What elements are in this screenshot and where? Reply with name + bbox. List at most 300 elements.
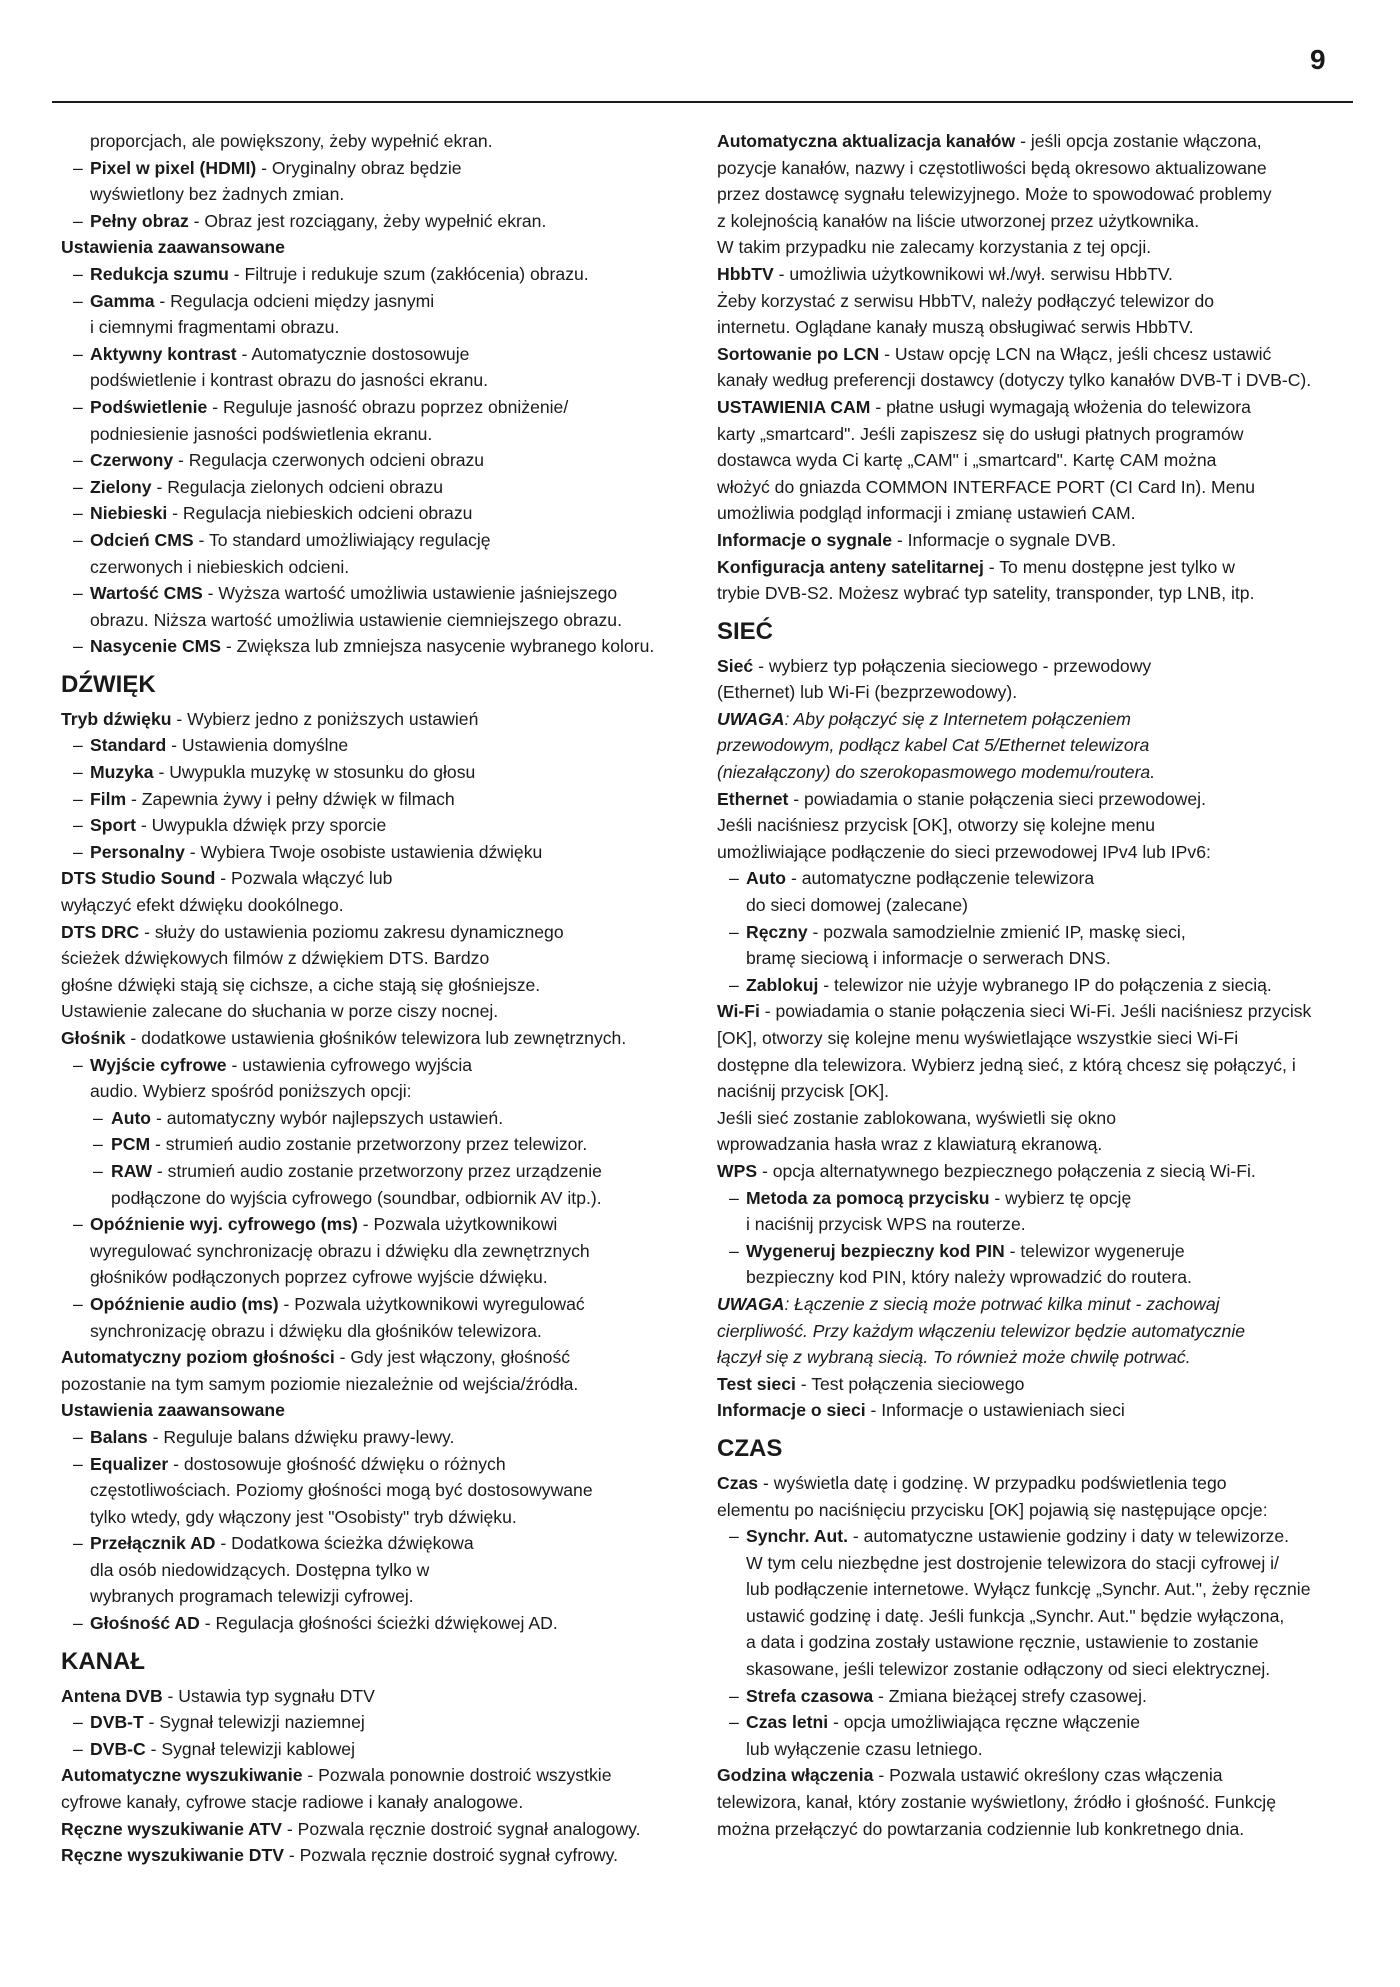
- line-text: karty „smartcard". Jeśli zapiszesz się do usługi płatnych programów: [717, 423, 1244, 444]
- line-text: wyłączyć efekt dźwięku dookólnego.: [61, 895, 344, 916]
- line-text: [OK], otworzy się kolejne menu wyświetlające wszystkie sieci Wi-Fi: [717, 1028, 1239, 1048]
- line-text: i ciemnymi fragmentami obrazu.: [90, 317, 340, 338]
- term-label: Opóźnienie audio (ms): [90, 1293, 279, 1314]
- text-line: [717, 865, 1349, 892]
- line-text: audio. Wybierz spośród poniższych opcji:: [90, 1081, 412, 1102]
- line-text: - Uwypukla muzykę w stosunku do głosu: [153, 762, 476, 783]
- line-text: pozycje kanałów, nazwy i częstotliwości będą okresowo aktualizowane: [717, 157, 1267, 178]
- term-label: Ręczne wyszukiwanie ATV: [61, 1818, 282, 1839]
- text-line: [717, 1656, 1349, 1683]
- text-line: [61, 261, 686, 288]
- line-text: i naciśnij przycisk WPS na routerze.: [746, 1214, 1026, 1235]
- text-line: [61, 1530, 686, 1557]
- term-label: Personalny: [90, 841, 185, 862]
- line-text: wyregulować synchronizację obrazu i dźwięku dla zewnętrznych: [90, 1240, 590, 1261]
- line-text: internetu. Oglądane kanały muszą obsługiwać serwis HbbTV.: [717, 317, 1194, 338]
- term-label: Balans: [90, 1426, 148, 1447]
- text-line: [717, 128, 1349, 155]
- text-line: [717, 732, 1349, 759]
- text-line: [61, 1762, 686, 1789]
- text-line: [717, 421, 1349, 448]
- text-line: [717, 972, 1349, 999]
- text-line: [717, 1470, 1349, 1497]
- line-text: - Wyższa wartość umożliwia ustawienie jaśniejszego: [202, 583, 618, 604]
- line-text: proporcjach, ale powiększony, żeby wypełnić ekran.: [90, 131, 493, 151]
- line-text: - Informacje o sygnale DVB.: [892, 529, 1116, 550]
- term-label: Wartość CMS: [90, 583, 203, 604]
- line-text: - Filtruje i redukuje szum (zakłócenia) obrazu.: [228, 263, 589, 284]
- line-text: podniesienie jasności podświetlenia ekranu.: [90, 423, 433, 444]
- line-text: cierpliwość. Przy każdym włączeniu telewizor będzie automatycznie: [717, 1320, 1246, 1341]
- text-line: [717, 1816, 1349, 1843]
- term-label: Tryb dźwięku: [61, 708, 172, 729]
- text-line: [717, 288, 1349, 315]
- text-line: [61, 1185, 686, 1212]
- term-label: Ustawienia zaawansowane: [61, 237, 285, 258]
- line-text: - Dodatkowa ścieżka dźwiękowa: [215, 1533, 474, 1554]
- text-line: [717, 1523, 1349, 1550]
- line-text: - Pozwala ręcznie dostroić sygnał analogowy.: [281, 1818, 641, 1839]
- text-line: [61, 234, 686, 261]
- text-line: [61, 706, 686, 733]
- line-text: tylko wtedy, gdy włączony jest "Osobisty" tryb dźwięku.: [90, 1506, 517, 1527]
- line-text: dostępne dla telewizora. Wybierz jedną sieć, z którą chcesz się połączyć, i: [717, 1054, 1296, 1075]
- line-text: - Obraz jest rozciągany, żeby wypełnić ekran.: [188, 210, 547, 231]
- text-line: [61, 1238, 686, 1265]
- text-line: [61, 1736, 686, 1763]
- text-line: [717, 341, 1349, 368]
- text-line: [717, 554, 1349, 581]
- line-text: - Zmiana bieżącej strefy czasowej.: [873, 1685, 1147, 1706]
- line-text: - automatyczne podłączenie telewizora: [786, 868, 1095, 889]
- term-label: Opóźnienie wyj. cyfrowego (ms): [90, 1214, 358, 1235]
- line-text: łączył się z wybraną siecią. To również może chwilę potrwać.: [717, 1347, 1191, 1368]
- line-text: - Wybiera Twoje osobiste ustawienia dźwięku: [184, 841, 543, 862]
- text-line: [717, 1238, 1349, 1265]
- line-text: - Sygnał telewizji naziemnej: [143, 1712, 365, 1733]
- term-label: Odcień CMS: [90, 529, 194, 550]
- text-line: [61, 998, 686, 1025]
- text-line: [61, 1078, 686, 1105]
- text-line: [717, 1550, 1349, 1577]
- term-label: Synchr. Aut.: [746, 1526, 848, 1547]
- text-line: [717, 1736, 1349, 1763]
- term-label: Antena DVB: [61, 1685, 163, 1706]
- term-label: Czerwony: [90, 450, 174, 471]
- line-text: ścieżek dźwiękowych filmów z dźwiękiem DTS. Bardzo: [61, 948, 490, 969]
- text-line: [61, 1158, 686, 1185]
- text-line: [61, 554, 686, 581]
- line-text: - Reguluje jasność obrazu poprzez obniżenie/: [207, 396, 569, 417]
- text-line: [717, 1497, 1349, 1524]
- text-line: [61, 288, 686, 315]
- text-line: [61, 1052, 686, 1079]
- line-text: - automatyczny wybór najlepszych ustawień.: [151, 1107, 504, 1128]
- line-text: - wybierz tę opcję: [989, 1187, 1132, 1208]
- text-line: [61, 1105, 686, 1132]
- line-text: kanały według preferencji dostawcy (dotyczy tylko kanałów DVB-T i DVB-C).: [717, 370, 1312, 391]
- line-text: - Pozwala użytkownikowi wyregulować: [278, 1293, 585, 1314]
- line-text: - Oryginalny obraz będzie: [256, 157, 462, 178]
- text-line: [61, 1789, 686, 1816]
- text-line: [61, 1397, 686, 1424]
- line-text: przez dostawcę sygnału telewizyjnego. Może to spowodować problemy: [717, 184, 1272, 205]
- line-text: ustawić godzinę i datę. Jeśli funkcja „Synchr. Aut." będzie wyłączona,: [746, 1605, 1285, 1626]
- line-text: - Regulacja zielonych odcieni obrazu: [151, 476, 444, 497]
- term-label: Zielony: [90, 476, 152, 497]
- line-text: - Pozwala ręcznie dostroić sygnał cyfrowy.: [283, 1845, 619, 1866]
- text-line: [61, 208, 686, 235]
- text-line: [717, 367, 1349, 394]
- term-label: Equalizer: [90, 1453, 169, 1474]
- text-line: [717, 1291, 1349, 1318]
- text-line: [61, 394, 686, 421]
- text-line: [61, 474, 686, 501]
- term-label: Wygeneruj bezpieczny kod PIN: [746, 1240, 1005, 1261]
- term-label: Nasycenie CMS: [90, 636, 222, 657]
- line-text: - pozwala samodzielnie zmienić IP, maskę sieci,: [807, 921, 1186, 942]
- text-line: [717, 474, 1349, 501]
- term-label: Automatyczny poziom głośności: [61, 1347, 335, 1368]
- term-label: Pełny obraz: [90, 210, 189, 231]
- text-line: [61, 1318, 686, 1345]
- line-text: - Regulacja głośności ścieżki dźwiękowej AD.: [199, 1613, 558, 1634]
- text-line: [717, 1078, 1349, 1105]
- line-text: obrazu. Niższa wartość umożliwia ustawienie ciemniejszego obrazu.: [90, 609, 622, 630]
- term-label: Aktywny kontrast: [90, 343, 237, 364]
- term-label: Czas: [717, 1472, 759, 1493]
- term-label: Test sieci: [717, 1373, 796, 1394]
- line-text: - Pozwala włączyć lub: [215, 868, 393, 889]
- line-text: - ustawienia cyfrowego wyjścia: [226, 1054, 473, 1075]
- line-text: - Regulacja niebieskich odcieni obrazu: [167, 503, 473, 524]
- term-label: Głośność AD: [90, 1613, 200, 1634]
- text-line: [717, 919, 1349, 946]
- line-text: telewizora, kanał, który zostanie wyświetlony, źródło i głośność. Funkcję: [717, 1792, 1277, 1813]
- line-text: cyfrowe kanały, cyfrowe stacje radiowe i kanały analogowe.: [61, 1792, 524, 1813]
- text-line: [717, 1264, 1349, 1291]
- term-label: Zablokuj: [746, 974, 819, 995]
- text-line: [61, 1816, 686, 1843]
- term-label: Godzina włączenia: [717, 1765, 874, 1786]
- text-line: [61, 580, 686, 607]
- text-line: [61, 1709, 686, 1736]
- line-text: podświetlenie i kontrast obrazu do jasności ekranu.: [90, 370, 489, 391]
- line-text: przewodowym, podłącz kabel Cat 5/Ethernet telewizora: [717, 735, 1150, 756]
- term-label: Sport: [90, 815, 136, 836]
- line-text: - Reguluje balans dźwięku prawy-lewy.: [147, 1426, 455, 1447]
- line-text: lub wyłączenie czasu letniego.: [746, 1738, 983, 1759]
- text-line: [717, 1105, 1349, 1132]
- term-label: Ethernet: [717, 788, 789, 809]
- line-text: dla osób niedowidzących. Dostępna tylko w: [90, 1559, 430, 1580]
- line-text: (niezałączony) do szerokopasmowego modemu/routera.: [717, 762, 1156, 783]
- text-line: [61, 1504, 686, 1531]
- line-text: : Aby połączyć się z Internetem połączeniem: [784, 708, 1131, 729]
- text-line: [717, 1762, 1349, 1789]
- term-label: Film: [90, 788, 127, 809]
- line-text: głośne dźwięki stają się cichsze, a ciche stają się głośniejsze.: [61, 974, 541, 995]
- text-line: [717, 812, 1349, 839]
- term-label: USTAWIENIA CAM: [717, 396, 871, 417]
- text-line: [61, 1371, 686, 1398]
- page-number: 9: [1310, 44, 1326, 75]
- line-text: elementu po naciśnięciu przycisku [OK] pojawią się następujące opcje:: [717, 1499, 1268, 1520]
- term-label: Konfiguracja anteny satelitarnej: [717, 556, 984, 577]
- text-line: [717, 786, 1349, 813]
- term-label: DVB-C: [90, 1738, 146, 1759]
- section-heading: KANAŁ: [61, 1647, 145, 1675]
- line-text: - Gdy jest włączony, głośność: [334, 1347, 571, 1368]
- text-line: [717, 1344, 1349, 1371]
- line-text: - umożliwia użytkownikowi wł./wył. serwisu HbbTV.: [773, 263, 1173, 284]
- text-line: [717, 1576, 1349, 1603]
- text-line: [717, 527, 1349, 554]
- text-line: [717, 1629, 1349, 1656]
- line-text: trybie DVB-S2. Możesz wybrać typ satelity, transponder, typ LNB, itp.: [717, 583, 1255, 604]
- term-label: WPS: [717, 1160, 758, 1181]
- line-text: - Ustawia typ sygnału DTV: [162, 1685, 375, 1706]
- text-line: [61, 945, 686, 972]
- line-text: - Pozwala ustawić określony czas włączenia: [873, 1765, 1223, 1786]
- left-column: [61, 128, 686, 1869]
- term-label: Sortowanie po LCN: [717, 343, 880, 364]
- line-text: częstotliwościach. Poziomy głośności mogą być dostosowywane: [90, 1480, 593, 1501]
- text-line: [61, 500, 686, 527]
- text-line: [717, 1603, 1349, 1630]
- term-label: Metoda za pomocą przycisku: [746, 1187, 990, 1208]
- line-text: W tym celu niezbędne jest dostrojenie telewizora do stacji cyfrowej i/: [746, 1552, 1279, 1573]
- term-label: Standard: [90, 735, 167, 756]
- text-line: [61, 155, 686, 182]
- line-text: - To menu dostępne jest tylko w: [983, 556, 1235, 577]
- text-line: [717, 998, 1349, 1025]
- line-text: głośników podłączonych poprzez cyfrowe wyjście dźwięku.: [90, 1267, 548, 1288]
- line-text: Jeśli sieć zostanie zablokowana, wyświetli się okno: [717, 1107, 1116, 1128]
- line-text: - opcja alternatywnego bezpiecznego połączenia z siecią Wi-Fi.: [757, 1160, 1256, 1181]
- line-text: - Regulacja czerwonych odcieni obrazu: [173, 450, 485, 471]
- text-line: [717, 1318, 1349, 1345]
- line-text: - służy do ustawienia poziomu zakresu dynamicznego: [139, 921, 564, 942]
- line-text: - automatyczne ustawienie godziny i daty w telewizorze.: [848, 1526, 1290, 1547]
- text-line: [717, 314, 1349, 341]
- text-line: [61, 1211, 686, 1238]
- text-line: [61, 759, 686, 786]
- text-line: [717, 500, 1349, 527]
- line-text: synchronizację obrazu i dźwięku dla głośników telewizora.: [90, 1320, 542, 1341]
- term-label: RAW: [111, 1160, 153, 1181]
- text-line: [61, 1344, 686, 1371]
- text-line: [717, 208, 1349, 235]
- text-line: [61, 919, 686, 946]
- line-text: skasowane, jeśli telewizor zostanie odłączony od sieci elektrycznej.: [746, 1659, 1271, 1680]
- text-line: [717, 1789, 1349, 1816]
- right-column: [717, 128, 1349, 1842]
- term-label: DVB-T: [90, 1712, 144, 1733]
- line-text: włożyć do gniazda COMMON INTERFACE PORT (CI Card In). Menu: [717, 476, 1256, 497]
- text-line: [717, 234, 1349, 261]
- term-label: Przełącznik AD: [90, 1533, 216, 1554]
- term-label: Strefa czasowa: [746, 1685, 874, 1706]
- line-text: - dostosowuje głośność dźwięku o różnych: [168, 1453, 506, 1474]
- line-text: - Wybierz jedno z poniższych ustawień: [171, 708, 479, 729]
- term-label: Informacje o sieci: [717, 1400, 866, 1421]
- text-line: [61, 865, 686, 892]
- line-text: (Ethernet) lub Wi-Fi (bezprzewodowy).: [717, 682, 1018, 703]
- term-label: DTS DRC: [61, 921, 140, 942]
- text-line: [61, 1131, 686, 1158]
- line-text: - telewizor wygeneruje: [1004, 1240, 1185, 1261]
- line-text: z kolejnością kanałów na liście utworzonej przez użytkownika.: [717, 210, 1200, 231]
- text-line: [61, 1842, 686, 1869]
- line-text: Ustawienie zalecane do słuchania w porze ciszy nocnej.: [61, 1001, 499, 1022]
- text-line: [717, 892, 1349, 919]
- line-text: umożliwia podgląd informacji i zmianę ustawień CAM.: [717, 503, 1136, 524]
- term-label: Niebieski: [90, 503, 168, 524]
- text-line: [717, 1709, 1349, 1736]
- line-text: - Ustaw opcję LCN na Włącz, jeśli chcesz ustawić: [879, 343, 1272, 364]
- term-label: PCM: [111, 1134, 151, 1155]
- line-text: podłączone do wyjścia cyfrowego (soundbar, odbiornik AV itp.).: [111, 1187, 602, 1208]
- term-label: HbbTV: [717, 263, 774, 284]
- text-line: [61, 1477, 686, 1504]
- text-line: [717, 181, 1349, 208]
- text-line: [717, 1211, 1349, 1238]
- text-line: [61, 181, 686, 208]
- line-text: - Sygnał telewizji kablowej: [145, 1738, 355, 1759]
- line-text: - To standard umożliwiający regulację: [193, 529, 491, 550]
- term-label: UWAGA: [717, 1293, 785, 1314]
- term-label: Redukcja szumu: [90, 263, 229, 284]
- line-text: pozostanie na tym samym poziomie niezależnie od wejścia/źródła.: [61, 1373, 579, 1394]
- line-text: - Ustawienia domyślne: [166, 735, 349, 756]
- text-line: [61, 1451, 686, 1478]
- term-label: Ustawienia zaawansowane: [61, 1400, 285, 1421]
- term-label: DTS Studio Sound: [61, 868, 216, 889]
- text-line: [717, 945, 1349, 972]
- line-text: - strumień audio zostanie przetworzony przez urządzenie: [152, 1160, 602, 1181]
- text-line: [717, 759, 1349, 786]
- term-label: Muzyka: [90, 762, 154, 783]
- line-text: : Łączenie z siecią może potrwać kilka minut - zachowaj: [784, 1293, 1220, 1314]
- line-text: - Test połączenia sieciowego: [795, 1373, 1025, 1394]
- text-line: [61, 1291, 686, 1318]
- line-text: - jeśli opcja zostanie włączona,: [1015, 131, 1262, 151]
- text-line: [717, 839, 1349, 866]
- term-label: UWAGA: [717, 708, 785, 729]
- term-label: Auto: [111, 1107, 152, 1128]
- text-line: [717, 580, 1349, 607]
- term-label: Gamma: [90, 290, 155, 311]
- line-text: lub podłączenie internetowe. Wyłącz funkcję „Synchr. Aut.", żeby ręcznie: [746, 1579, 1311, 1600]
- line-text: - powiadamia o stanie połączenia sieci Wi-Fi. Jeśli naciśniesz przycisk: [759, 1001, 1312, 1022]
- section-heading: DŹWIĘK: [61, 670, 156, 698]
- line-text: - dodatkowe ustawienia głośników telewizora lub zewnętrznych.: [125, 1028, 627, 1048]
- line-text: dostawca wyda Ci kartę „CAM" i „smartcard". Kartę CAM można: [717, 450, 1217, 471]
- line-text: W takim przypadku nie zalecamy korzystania z tej opcji.: [717, 237, 1152, 258]
- term-label: Pixel w pixel (HDMI): [90, 157, 257, 178]
- line-text: bezpieczny kod PIN, który należy wprowadzić do routera.: [746, 1267, 1192, 1288]
- text-line: [61, 367, 686, 394]
- line-text: - Uwypukla dźwięk przy sporcie: [135, 815, 387, 836]
- text-line: [61, 1610, 686, 1637]
- term-label: Podświetlenie: [90, 396, 208, 417]
- line-text: - powiadamia o stanie połączenia sieci przewodowej.: [788, 788, 1206, 809]
- line-text: - Pozwala ponownie dostroić wszystkie: [302, 1765, 612, 1786]
- text-line: [61, 527, 686, 554]
- text-line: [61, 1583, 686, 1610]
- term-label: Sieć: [717, 655, 754, 676]
- line-text: - płatne usługi wymagają włożenia do telewizora: [870, 396, 1251, 417]
- line-text: Żeby korzystać z serwisu HbbTV, należy podłączyć telewizor do: [717, 290, 1215, 311]
- text-line: [717, 679, 1349, 706]
- text-line: [717, 1025, 1349, 1052]
- text-line: [61, 607, 686, 634]
- line-text: - wybierz typ połączenia sieciowego - przewodowy: [753, 655, 1152, 676]
- line-text: czerwonych i niebieskich odcieni.: [90, 556, 350, 577]
- line-text: wybranych programach telewizji cyfrowej.: [90, 1586, 414, 1607]
- term-label: Głośnik: [61, 1028, 126, 1048]
- text-line: [61, 128, 686, 155]
- line-text: bramę sieciową i informacje o serwerach DNS.: [746, 948, 1111, 969]
- line-text: można przełączyć do powtarzania codziennie lub konkretnego dnia.: [717, 1818, 1245, 1839]
- text-line: [61, 1025, 686, 1052]
- text-line: [717, 394, 1349, 421]
- line-text: Jeśli naciśniesz przycisk [OK], otworzy się kolejne menu: [717, 815, 1156, 836]
- text-line: [61, 1424, 686, 1451]
- section-heading: SIEĆ: [717, 617, 774, 645]
- line-text: - wyświetla datę i godzinę. W przypadku podświetlenia tego: [758, 1472, 1227, 1493]
- term-label: Wyjście cyfrowe: [90, 1054, 227, 1075]
- text-line: [717, 1371, 1349, 1398]
- term-label: Auto: [746, 868, 787, 889]
- term-label: Ręczny: [746, 921, 808, 942]
- text-line: [61, 633, 686, 660]
- line-text: - telewizor nie użyje wybranego IP do połączenia z siecią.: [818, 974, 1272, 995]
- line-text: wyświetlony bez żadnych zmian.: [90, 184, 345, 205]
- text-line: [717, 155, 1349, 182]
- line-text: umożliwiające podłączenie do sieci przewodowej IPv4 lub IPv6:: [717, 841, 1211, 862]
- line-text: - Regulacja odcieni między jasnymi: [154, 290, 435, 311]
- text-line: [717, 653, 1349, 680]
- text-line: [61, 972, 686, 999]
- text-line: [61, 839, 686, 866]
- text-line: [61, 314, 686, 341]
- line-text: - Informacje o ustawieniach sieci: [865, 1400, 1125, 1421]
- text-line: [61, 812, 686, 839]
- text-line: [717, 1052, 1349, 1079]
- text-line: [61, 1264, 686, 1291]
- text-line: [61, 421, 686, 448]
- line-text: - Zapewnia żywy i pełny dźwięk w filmach: [126, 788, 455, 809]
- term-label: Wi-Fi: [717, 1001, 760, 1022]
- line-text: - strumień audio zostanie przetworzony przez telewizor.: [150, 1134, 588, 1155]
- line-text: do sieci domowej (zalecane): [746, 895, 968, 916]
- line-text: - Zwiększa lub zmniejsza nasycenie wybranego koloru.: [221, 636, 655, 657]
- text-line: [61, 341, 686, 368]
- line-text: wprowadzania hasła wraz z klawiaturą ekranową.: [717, 1134, 1103, 1155]
- line-text: - Pozwala użytkownikowi: [357, 1214, 558, 1235]
- text-line: [717, 447, 1349, 474]
- text-line: [717, 706, 1349, 733]
- term-label: Automatyczna aktualizacja kanałów: [717, 131, 1016, 151]
- line-text: - opcja umożliwiająca ręczne włączenie: [828, 1712, 1141, 1733]
- line-text: - Automatycznie dostosowuje: [236, 343, 470, 364]
- term-label: Ręczne wyszukiwanie DTV: [61, 1845, 284, 1866]
- text-line: [61, 892, 686, 919]
- term-label: Czas letni: [746, 1712, 829, 1733]
- line-text: naciśnij przycisk [OK].: [717, 1081, 890, 1102]
